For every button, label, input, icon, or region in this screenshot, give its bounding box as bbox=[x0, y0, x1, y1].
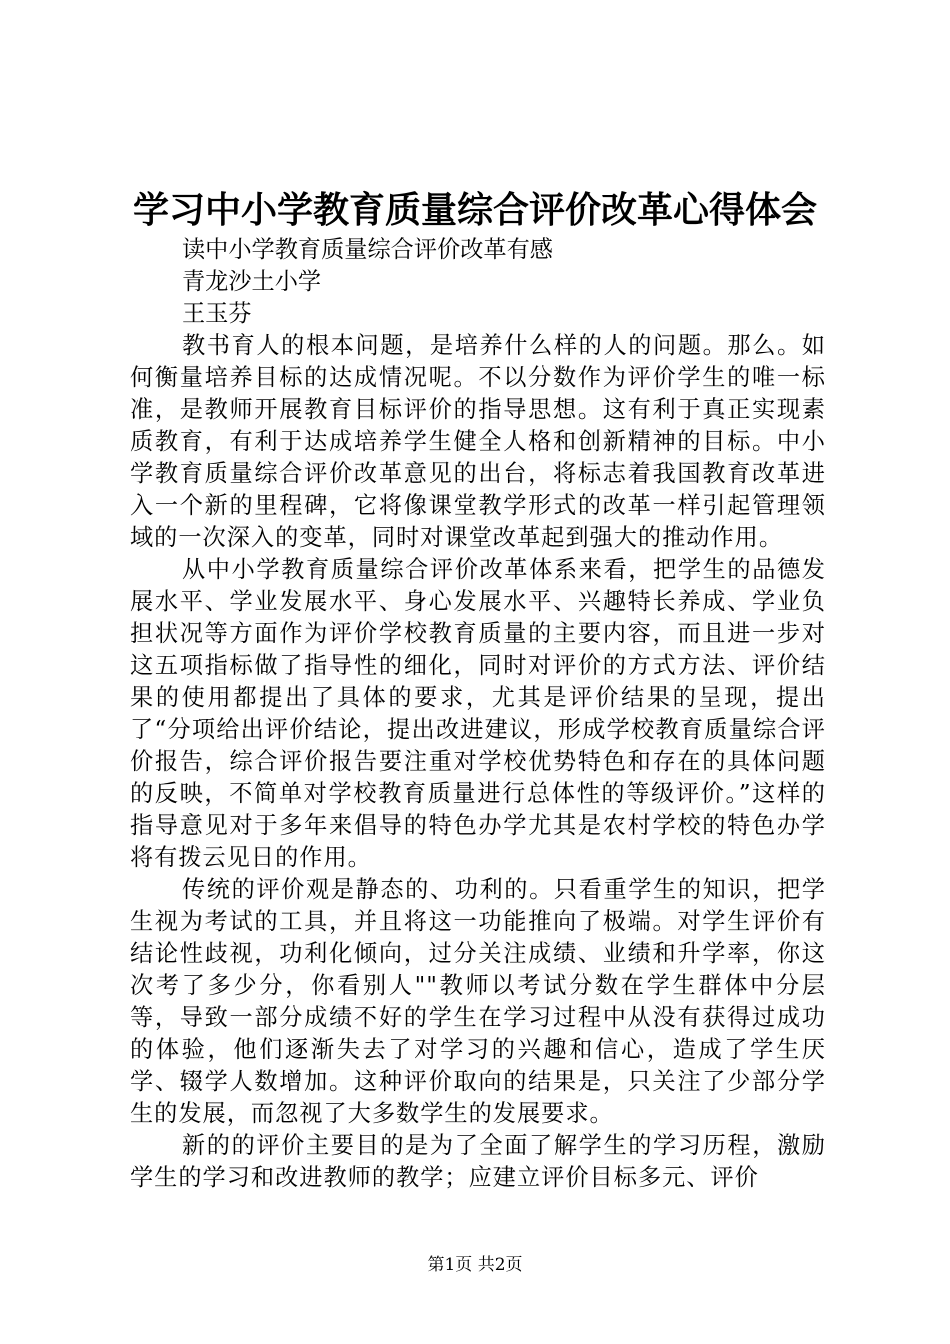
paragraph: 新的的评价主要目的是为了全面了解学生的学习历程，激励学生的学习和改进教师的教学；应建立评价目标多元、评价 bbox=[130, 1132, 826, 1191]
page-footer: 第1页 共2页 bbox=[427, 1255, 523, 1275]
school-name: 青龙沙土小学 bbox=[182, 268, 322, 295]
paragraph: 从中小学教育质量综合评价改革体系来看，把学生的品德发展水平、学业发展水平、身心发展水平、兴趣特长养成、学业负担状况等方面作为评价学校教育质量的主要内容，而且进一步对这五项指标做了指导性的细化，同时对评价的方式方法、评价结果的使用都提出了具体的要求，尤其是评价结果的呈现，提出了“分项给出评价结论，提出改进建议，形成学校教育质量综合评价报告，综合评价报告要注重对学校优势特色和存在的具体问题的反映，不简单对学校教育质量进行总体性的等级评价。”这样的指导意见对于多年来倡导的特色办学尤其是农村学校的特色办学将有拨云见日的作用。 bbox=[130, 556, 826, 871]
paragraph: 教书育人的根本问题，是培养什么样的人的问题。那么。如何衡量培养目标的达成情况呢。不以分数作为评价学生的唯一标准，是教师开展教育目标评价的指导思想。这有利于真正实现素质教育，有利于达成培养学生健全人格和创新精神的目标。中小学教育质量综合评价改革意见的出台，将标志着我国教育改革进入一个新的里程碑，它将像课堂教学形式的改革一样引起管理领域的一次深入的变革，同时对课堂改革起到强大的推动作用。 bbox=[130, 332, 826, 551]
document-subtitle: 读中小学教育质量综合评价改革有感 bbox=[182, 236, 553, 263]
document-title: 学习中小学教育质量综合评价改革心得体会 bbox=[132, 189, 817, 231]
author-name: 王玉芬 bbox=[182, 300, 252, 327]
paragraph: 传统的评价观是静态的、功利的。只看重学生的知识，把学生视为考试的工具，并且将这一功能推向了极端。对学生评价有结论性歧视，功利化倾向，过分关注成绩、业绩和升学率，你这次考了多少分，你看别人""教师以考试分数在学生群体中分层等，导致一部分成绩不好的学生在学习过程中从没有获得过成功的体验，他们逐渐失去了对学习的兴趣和信心，造成了学生厌学、辍学人数增加。这种评价取向的结果是，只关注了少部分学生的发展，而忽视了大多数学生的发展要求。 bbox=[130, 876, 826, 1127]
document-body bbox=[130, 234, 826, 1194]
